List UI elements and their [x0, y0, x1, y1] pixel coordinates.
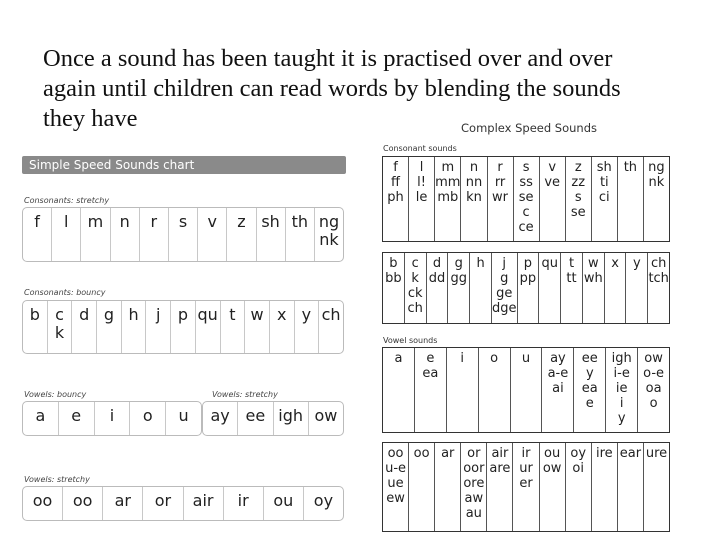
sound-spelling: igh: [611, 351, 632, 366]
sound-spelling: j: [502, 256, 507, 271]
sound-spelling: se: [518, 190, 534, 205]
sound-spelling: ow: [542, 461, 562, 476]
sound-spelling: p: [523, 256, 533, 271]
sound-column: [542, 348, 574, 432]
vowels-stretchy-row-a: [202, 401, 344, 436]
sound-spelling: ch: [407, 301, 423, 316]
sound-cell: e: [59, 402, 95, 435]
sound-spelling: wh: [583, 271, 603, 286]
vowels-bouncy-row: [22, 401, 202, 436]
sound-spelling: zz: [571, 175, 586, 190]
sound-spelling: le: [415, 190, 428, 205]
sound-cell: y: [295, 301, 320, 353]
sound-spelling: ea: [422, 366, 439, 381]
sound-spelling: i: [619, 396, 624, 411]
sound-spelling: ff: [391, 175, 401, 190]
sound-cell: oo: [63, 487, 103, 520]
sound-spelling: wr: [492, 190, 509, 205]
sound-spelling: ue: [387, 476, 404, 491]
sound-spelling: x: [611, 256, 619, 271]
sound-cell: ee: [238, 402, 273, 435]
sound-column: [470, 253, 492, 323]
sound-spelling: qu: [541, 256, 558, 271]
sound-spelling: oa: [645, 381, 662, 396]
sound-spelling: f: [393, 160, 398, 175]
sound-column: [618, 443, 644, 531]
sound-column: [574, 348, 606, 432]
sound-cell: m: [81, 208, 110, 261]
sound-column: [383, 253, 405, 323]
sound-spelling: oo: [387, 446, 404, 461]
sound-spelling: mb: [437, 190, 459, 205]
sound-cell: d: [72, 301, 97, 353]
sound-cell: f: [23, 208, 52, 261]
sound-spelling: ir: [521, 446, 531, 461]
sound-spelling: ck: [407, 286, 423, 301]
sound-column: [513, 443, 539, 531]
sound-spelling: aw: [464, 491, 484, 506]
complex-chart-title: Complex Speed Sounds: [461, 121, 598, 135]
sound-spelling: ore: [463, 476, 485, 491]
sound-cell: z: [227, 208, 256, 261]
sound-column: [539, 253, 561, 323]
sound-spelling: c: [411, 256, 419, 271]
sound-spelling: bb: [385, 271, 402, 286]
sound-spelling: th: [623, 160, 638, 175]
consonants-bouncy-label: Consonants: bouncy: [24, 288, 106, 297]
sound-column: [492, 253, 518, 323]
consonants-bouncy-row: [22, 300, 344, 354]
sound-column: [409, 443, 435, 531]
vowel-sounds-label: Vowel sounds: [383, 336, 438, 345]
sound-spelling: v: [548, 160, 557, 175]
sound-spelling: ce: [518, 220, 534, 235]
sound-spelling: ur: [519, 461, 533, 476]
sound-column: [409, 157, 435, 241]
sound-column: [383, 348, 415, 432]
sound-cell: g: [97, 301, 122, 353]
sound-spelling: oy: [570, 446, 587, 461]
sound-spelling: ea: [581, 381, 598, 396]
sound-column: [566, 157, 592, 241]
sound-spelling: ure: [645, 446, 668, 461]
sound-spelling: o: [649, 396, 658, 411]
sound-column: [383, 443, 409, 531]
sound-column: [566, 443, 592, 531]
sound-spelling: l: [419, 160, 424, 175]
sound-spelling: t: [568, 256, 575, 271]
sound-spelling: sh: [596, 160, 612, 175]
sound-spelling: m: [441, 160, 455, 175]
consonant-grid-row-1: [382, 156, 670, 242]
sound-spelling: ph: [387, 190, 404, 205]
sound-spelling: se: [570, 205, 586, 220]
sound-spelling: ire: [595, 446, 613, 461]
sound-spelling: ci: [598, 190, 610, 205]
sound-column: [626, 253, 648, 323]
sound-spelling: s: [574, 190, 582, 205]
sound-spelling: oi: [572, 461, 584, 476]
complex-speed-sounds-chart: [378, 118, 674, 538]
sound-spelling: y: [585, 366, 594, 381]
sound-spelling: l!: [417, 175, 426, 190]
sound-spelling: k: [411, 271, 419, 286]
sound-spelling: w: [587, 256, 599, 271]
sound-cell: ay: [203, 402, 238, 435]
sound-column: [488, 157, 514, 241]
sound-spelling: dd: [428, 271, 446, 286]
sound-spelling: u-e: [385, 461, 407, 476]
sound-column: [540, 443, 566, 531]
sound-spelling: a-e: [547, 366, 569, 381]
sound-spelling: g: [500, 271, 509, 286]
sound-column: [540, 157, 566, 241]
vowel-grid-row-1: [382, 347, 670, 433]
sound-cell: b: [23, 301, 48, 353]
simple-chart-title: Simple Speed Sounds chart: [22, 156, 346, 174]
sound-spelling: gg: [450, 271, 468, 286]
sound-spelling: rr: [494, 175, 506, 190]
sound-spelling: r: [497, 160, 503, 175]
sound-spelling: i: [460, 351, 465, 366]
sound-column: [447, 348, 479, 432]
sound-spelling: ear: [619, 446, 642, 461]
sound-cell: ar: [103, 487, 143, 520]
sound-spelling: kn: [466, 190, 482, 205]
sound-cell: l: [52, 208, 81, 261]
sound-spelling: y: [633, 256, 641, 271]
sound-spelling: or: [467, 446, 481, 461]
sound-cell: i: [95, 402, 131, 435]
sound-cell: ng nk: [318, 212, 340, 249]
sound-column: [644, 157, 669, 241]
consonants-stretchy-row: [22, 207, 344, 262]
sound-spelling: ay: [550, 351, 566, 366]
sound-cell: c k: [48, 301, 73, 353]
sound-column: [487, 443, 513, 531]
sound-spelling: s: [522, 160, 530, 175]
sound-cell: ow: [314, 406, 338, 425]
sound-spelling: ge: [496, 286, 513, 301]
sound-cell: oo: [23, 487, 63, 520]
sound-cell: p: [171, 301, 196, 353]
sound-spelling: ti: [599, 175, 609, 190]
sound-spelling: nk: [648, 175, 665, 190]
sound-cell: o: [130, 402, 166, 435]
sound-column: [511, 348, 543, 432]
simple-speed-sounds-chart: [22, 156, 346, 526]
sound-column: [448, 253, 470, 323]
sound-column: [435, 443, 461, 531]
sound-spelling: y: [617, 411, 626, 426]
sound-cell: s: [169, 208, 198, 261]
sound-column: [435, 157, 461, 241]
sound-spelling: ai: [552, 381, 564, 396]
sound-spelling: o: [490, 351, 499, 366]
sound-spelling: ss: [519, 175, 533, 190]
sound-column: [648, 253, 669, 323]
consonant-grid-row-2: [382, 252, 670, 324]
sound-column: [605, 253, 627, 323]
sound-spelling: n: [469, 160, 479, 175]
sound-spelling: d: [432, 256, 442, 271]
sound-column: [561, 253, 583, 323]
sound-cell: ir: [224, 487, 264, 520]
sound-column: [618, 157, 644, 241]
sound-spelling: e: [426, 351, 435, 366]
sound-cell: th: [286, 208, 315, 261]
sound-column: [415, 348, 447, 432]
sound-column: [461, 443, 487, 531]
vowels-stretchy-label: Vowels: stretchy: [212, 390, 278, 399]
sound-spelling: ch: [650, 256, 667, 271]
sound-cell: n: [111, 208, 140, 261]
sound-column: [592, 157, 618, 241]
sound-spelling: oor: [463, 461, 485, 476]
consonant-sounds-label: Consonant sounds: [383, 144, 457, 153]
sound-cell: w: [245, 301, 270, 353]
sound-cell: or: [143, 487, 183, 520]
sound-spelling: au: [465, 506, 482, 521]
sound-spelling: tt: [566, 271, 577, 286]
sound-cell: u: [178, 406, 189, 425]
sound-column: [514, 157, 540, 241]
sound-column: [592, 443, 618, 531]
sound-cell: x: [270, 301, 295, 353]
sound-spelling: mm: [435, 175, 461, 190]
sound-cell: j: [146, 301, 171, 353]
sound-cell: igh: [274, 402, 309, 435]
sound-spelling: ew: [386, 491, 405, 506]
sound-spelling: ie: [615, 381, 628, 396]
sound-column: [479, 348, 511, 432]
consonants-stretchy-label: Consonants: stretchy: [24, 196, 110, 205]
sound-column: [583, 253, 605, 323]
sound-cell: qu: [196, 301, 221, 353]
sound-spelling: e: [585, 396, 594, 411]
vowels-bouncy-label: Vowels: bouncy: [24, 390, 87, 399]
sound-column: [606, 348, 638, 432]
sound-spelling: are: [489, 461, 511, 476]
caption-text: Once a sound has been taught it is practised over and over again until children can read words by blending the sounds they have: [43, 45, 621, 132]
sound-column: [644, 443, 669, 531]
sound-cell: a: [23, 402, 59, 435]
sound-cell: oy: [313, 491, 334, 510]
sound-spelling: c: [522, 205, 530, 220]
sound-spelling: ow: [644, 351, 663, 366]
vowel-grid-row-2: [382, 442, 670, 532]
sound-spelling: ee: [581, 351, 598, 366]
sound-spelling: z: [574, 160, 582, 175]
sound-cell: sh: [257, 208, 286, 261]
sound-spelling: h: [476, 256, 485, 271]
sound-cell: v: [198, 208, 227, 261]
sound-spelling: b: [389, 256, 398, 271]
sound-cell: ch: [321, 305, 341, 324]
sound-spelling: ar: [441, 446, 455, 461]
sound-spelling: tch: [648, 271, 669, 286]
sound-spelling: dge: [491, 301, 517, 316]
sound-cell: h: [122, 301, 147, 353]
vowels-stretchy-label-2: Vowels: stretchy: [24, 475, 90, 484]
vowels-stretchy-row-b: [22, 486, 344, 521]
sound-spelling: ve: [544, 175, 561, 190]
sound-column: [461, 157, 487, 241]
sound-cell: air: [184, 487, 224, 520]
sound-spelling: u: [521, 351, 531, 366]
sound-column: [518, 253, 540, 323]
sound-cell: r: [140, 208, 169, 261]
sound-spelling: pp: [519, 271, 537, 286]
sound-spelling: g: [454, 256, 463, 271]
sound-cell: t: [221, 301, 246, 353]
sound-spelling: ng: [648, 160, 665, 175]
sound-spelling: oo: [413, 446, 430, 461]
sound-spelling: air: [491, 446, 509, 461]
sound-column: [383, 157, 409, 241]
sound-spelling: er: [519, 476, 533, 491]
sound-column: [427, 253, 449, 323]
sound-column: [405, 253, 427, 323]
sound-spelling: nn: [465, 175, 483, 190]
sound-cell: ou: [264, 487, 304, 520]
sound-spelling: o-e: [643, 366, 665, 381]
sound-spelling: a: [394, 351, 403, 366]
sound-column: [638, 348, 669, 432]
sound-spelling: ou: [544, 446, 561, 461]
sound-spelling: i-e: [613, 366, 630, 381]
